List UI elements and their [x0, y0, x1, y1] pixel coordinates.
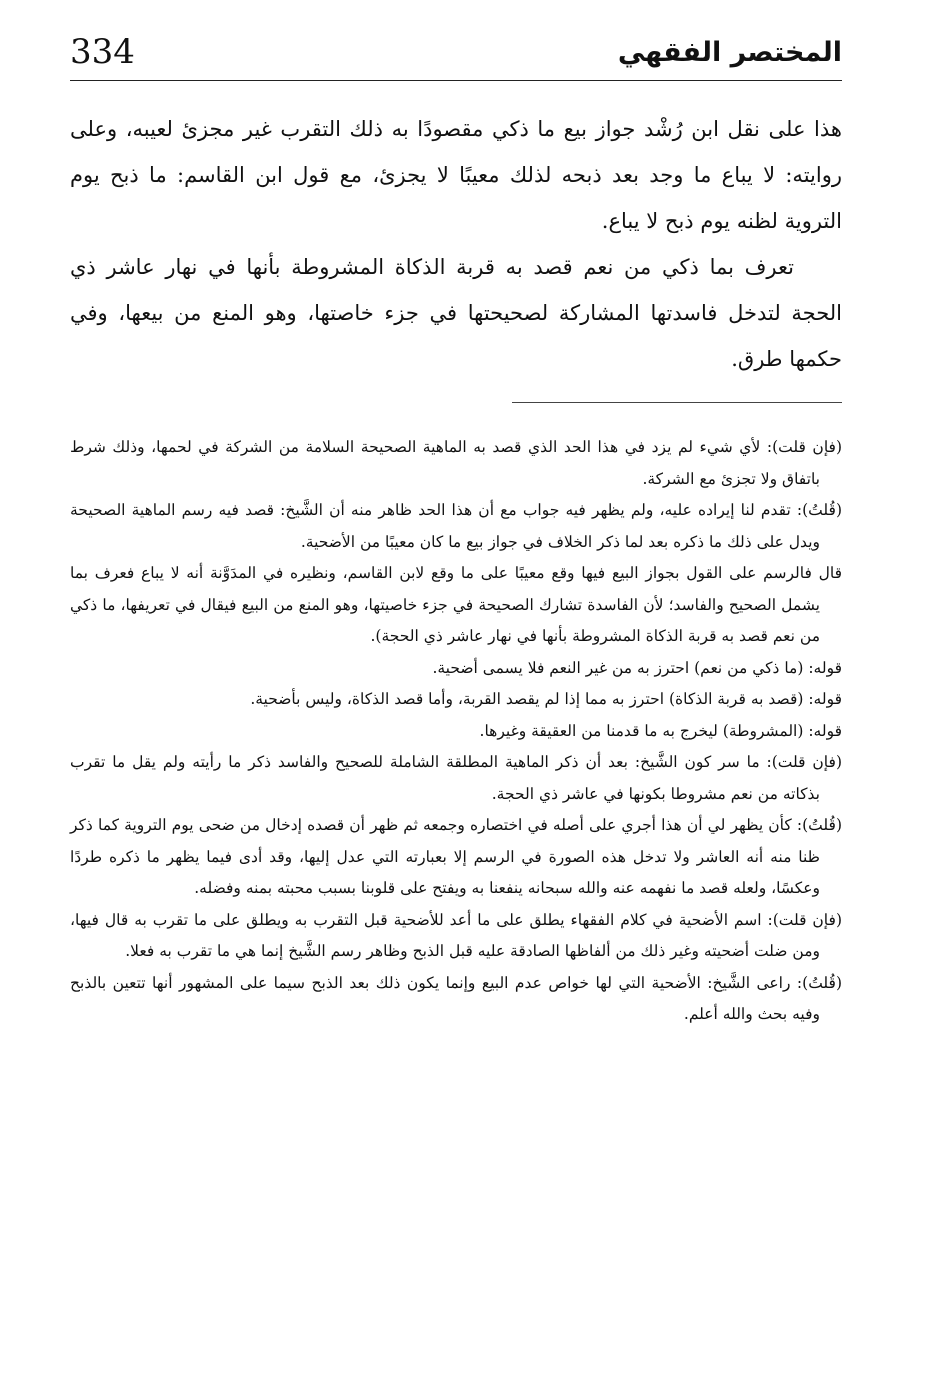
page-header — [70, 30, 842, 81]
main-paragraph: تعرف بما ذكي من نعم قصد به قربة الذكاة المشروطة بأنها في نهار عاشر ذي الحجة لتدخل فاسدتها المشاركة لصحيحتها في جزء خاصتها، وهو المنع من بيعها، وفي حكمها طرق. — [70, 255, 842, 371]
footnote-separator — [512, 402, 842, 403]
page-number: 334 — [70, 32, 135, 72]
note-paragraph: قوله: (ما ذكي من نعم) احترز به من غير النعم فلا يسمى أضحية. — [432, 658, 842, 677]
notes-section — [70, 432, 842, 1031]
note-paragraph: (فإن قلت): لأي شيء لم يزد في هذا الحد الذي قصد به الماهية الصحيحة السلامة من الشركة في لحمها، وذلك شرط باتفاق ولا تجزئ مع الشركة. — [70, 438, 842, 488]
note-paragraph: (قُلتُ): كأن يظهر لي أن هذا أجري على أصله في اختصاره وجمعه ثم ظهر أن قصده إدخال من ضحى يوم التروية كما ذكر ظنا منه أنه العاشر ولا تدخل هذه الصورة في الرسم إلا بعبارته التي عدل إليها، وقد أدى فيما يظهر ما ذكره طردًا وعكسًا، ولعله قصد ما نفهمه عنه والله سبحانه ينفعنا به ويفتح على قلوبنا بسبب محبته بمنه وفضله. — [70, 816, 842, 897]
note-paragraph: (فإن قلت): اسم الأضحية في كلام الفقهاء يطلق على ما أعد للأضحية قبل التقرب به ويطلق على ما تقرب به قال فيها، ومن ضلت أضحيته وغير ذلك من ألفاظها الصادقة عليه قبل الذبح وظاهر رسم الشَّيخ إنما هي ما تقرب به فعلا. — [70, 910, 842, 960]
book-title: المختصر الفقهي — [617, 37, 842, 68]
note-paragraph: قال فالرسم على القول بجواز البيع فيها وقع معيبًا على ما وقع لابن القاسم، ونظيره في المدَوَّنة أنه لا يباع فعرف بما يشمل الصحيح والفاسد؛ لأن الفاسدة تشارك الصحيحة في جزء خاصيتها، وهو المنع من البيع فيقال في تعريفها، ما ذكي من نعم قصد به قربة الذكاة المشروطة بأنها في نهار عاشر ذي الحجة). — [70, 564, 842, 645]
note-paragraph: قوله: (قصد به قربة الذكاة) احترز به مما إذا لم يقصد القربة، وأما قصد الذكاة، وليس بأضحية. — [250, 690, 842, 708]
main-paragraph: هذا على نقل ابن رُشْد جواز بيع ما ذكي مقصودًا به ذلك التقرب غير مجزئ لعيبه، وعلى روايته: لا يباع ما وجد بعد ذبحه لذلك معيبًا لا يجزئ، مع قول ابن القاسم: ما ذبح يوم التروية لظنه يوم ذبح لا يباع. — [70, 117, 842, 233]
note-paragraph: قوله: (المشروطة) ليخرج به ما قدمنا من العقيقة وغيرها. — [479, 721, 842, 740]
note-paragraph: (قُلتُ): راعى الشَّيخ: الأضحية التي لها خواص عدم البيع وإنما يكون ذلك بعد الذبح سيما على المشهور أنها تتعين بالذبح وفيه بحث والله أعلم. — [70, 973, 842, 1023]
note-paragraph: (قُلتُ): تقدم لنا إيراده عليه، ولم يظهر فيه جواب مع أن هذا الحد ظاهر منه أن الشَّيخ: قصد فيه رسم الماهية الصحيحة ويدل على ذلك ما ذكره بعد لما ذكر الخلاف في جواز بيع ما كان معيبًا من الأضحية. — [70, 501, 842, 551]
note-paragraph: (فإن قلت): ما سر كون الشَّيخ: بعد أن ذكر الماهية المطلقة الشاملة للصحيح والفاسد ذكر ما رأيته ولم يقل ما تقرب بذكاته من نعم مشروطا بكونها في عاشر ذي الحجة. — [70, 753, 842, 803]
main-text — [70, 106, 842, 382]
